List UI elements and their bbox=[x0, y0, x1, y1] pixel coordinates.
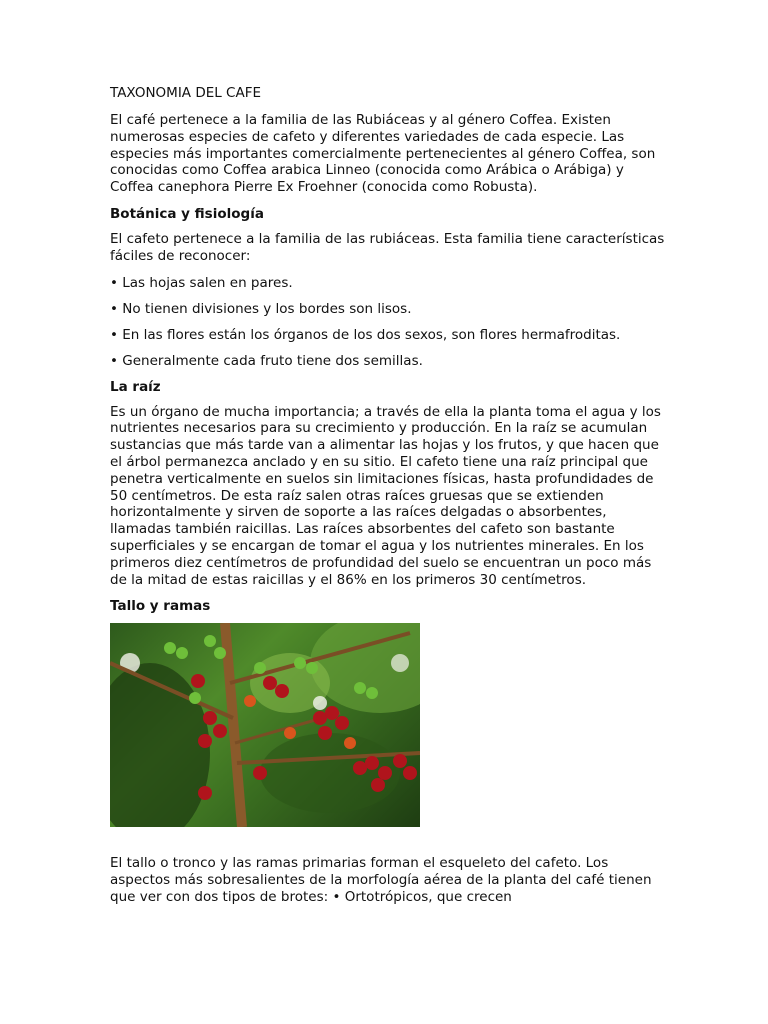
botanica-lead: El cafeto pertenece a la familia de las rubiáceas. Esta familia tiene características fáciles de reconocer: bbox=[110, 230, 665, 264]
coffee-branch-illustration bbox=[110, 623, 420, 827]
section-heading-botanica: Botánica y fisiología bbox=[110, 205, 264, 222]
section-heading-tallo: Tallo y ramas bbox=[110, 598, 211, 615]
list-item: • No tienen divisiones y los bordes son lisos. bbox=[110, 300, 670, 318]
list-item: • Generalmente cada fruto tiene dos semillas. bbox=[110, 352, 670, 370]
characteristics-list bbox=[110, 274, 670, 370]
intro-paragraph: El café pertenece a la familia de las Rubiáceas y al género Coffea. Existen numerosas especies de cafeto y diferentes variedades de cada especie. Las especies más importantes comercialmente pertenecientes al género Coffea, son conocidas como Coffea arabica Linneo (conocida como Arábica o Arábiga) y Coffea canephora Pierre Ex Froehner (conocida como Robusta). bbox=[110, 112, 656, 196]
document-page bbox=[110, 84, 670, 915]
document-title: TAXONOMIA DEL CAFE bbox=[110, 85, 262, 101]
coffee-branch-photo bbox=[110, 623, 420, 827]
section-heading-raiz: La raíz bbox=[110, 378, 161, 395]
raiz-paragraph: Es un órgano de mucha importancia; a través de ella la planta toma el agua y los nutrientes necesarios para su crecimiento y producción. En la raíz se acumulan sustancias que más tarde van a alimentar las hojas y los frutos, y que hacen que el árbol permanezca anclado y en su sitio. El cafeto tiene una raíz principal que penetra verticalmente en suelos sin limitaciones físicas, hasta profundidades de 50 centímetros. De esta raíz salen otras raíces gruesas que se extienden horizontalmente y sirven de soporte a las raíces delgadas o absorbentes, llamadas también raicillas. Las raíces absorbentes del cafeto son bastante superficiales y se encargan de tomar el agua y los nutrientes minerales. En los primeros diez centímetros de profundidad del suelo se encuentran un poco más de la mitad de estas raicillas y el 86% en los primeros 30 centímetros. bbox=[110, 403, 661, 588]
tallo-paragraph: El tallo o tronco y las ramas primarias forman el esqueleto del cafeto. Los aspectos más sobresalientes de la morfología aérea de la planta del café tienen que ver con dos tipos de brotes: • Ortotrópicos, que crecen bbox=[110, 855, 652, 905]
list-item: • En las flores están los órganos de los dos sexos, son flores hermafroditas. bbox=[110, 326, 670, 344]
list-item: • Las hojas salen en pares. bbox=[110, 274, 670, 292]
